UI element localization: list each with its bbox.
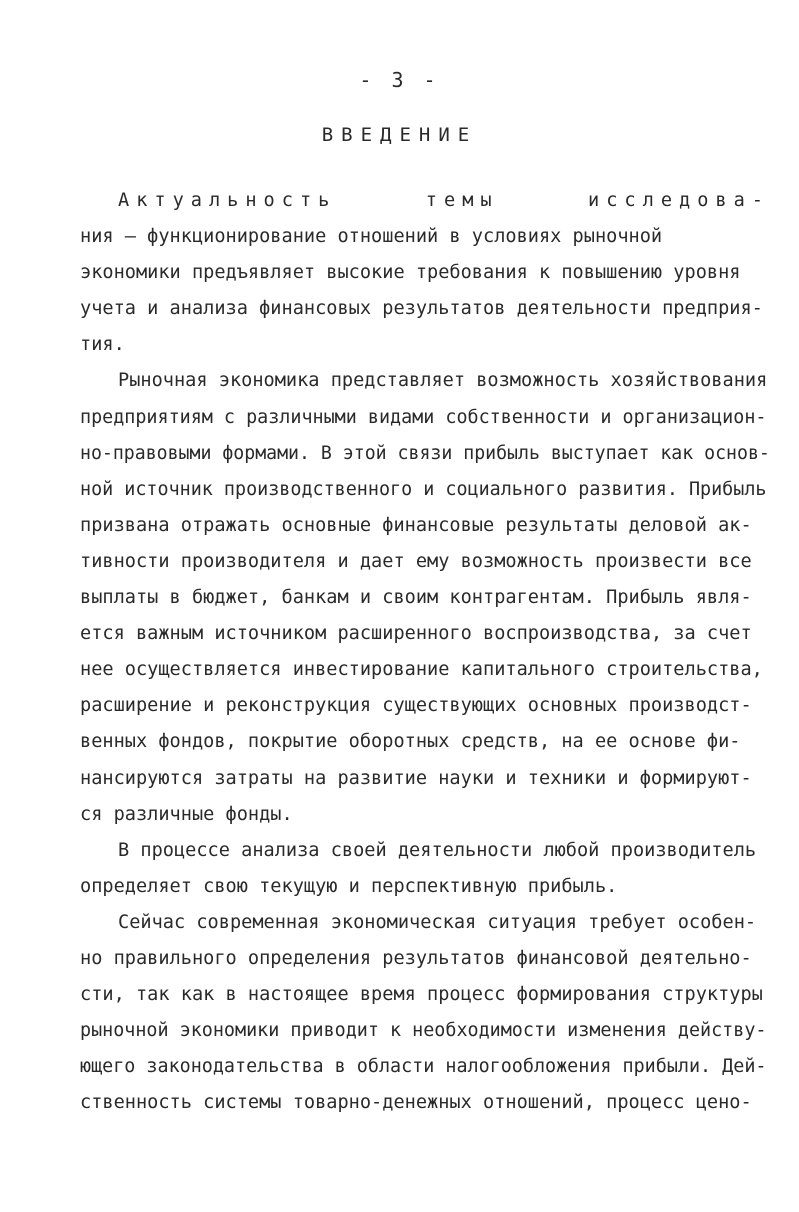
text-line: выплаты в бюджет, банкам и своим контрагентам. Прибыль явля- [80,587,752,609]
text-line: но правильного определения результатов финансовой деятельно- [80,947,752,969]
text-line: учета и анализа финансовых результатов деятельности предприя- [80,298,763,320]
text-line: рыночной экономики приводит к необходимости изменения действу- [80,1020,767,1042]
text-line: определяет свою текущую и перспективную прибыль. [80,875,618,897]
text-line: но-правовыми формами. В этой связи прибыль выступает как основ- [80,442,770,464]
text-line: ется важным источником расширенного воспроизводства, за счет [80,623,752,645]
text-line: Актуальность темы исследова- [118,190,770,211]
text-line: В процессе анализа своей деятельности любой производитель [118,839,757,861]
text-line: тия. [80,334,125,356]
text-line: Сейчас современная экономическая ситуация требует особен- [118,911,757,933]
body-text [80,183,770,1121]
text-line: Рыночная экономика представляет возможность хозяйствования [118,370,768,392]
text-line: расширение и реконструкция существующих основных производст- [80,695,752,717]
text-line: нансируются затраты на развитие науки и техники и формируют- [80,767,752,789]
text-line: тивности производителя и дает ему возможность произвести все [80,550,752,572]
page-number: - 3 - [359,68,440,92]
text-line: ся различные фонды. [80,803,293,825]
text-line: сти, так как в настоящее время процесс формирования структуры [80,984,763,1006]
text-line: призвана отражать основные финансовые результаты деловой ак- [80,514,752,536]
text-line: ния – функционирование отношений в условиях рыночной [80,226,663,248]
text-line: предприятиям с различными видами собственности и организацион- [80,406,767,428]
text-line: венных фондов, покрытие оборотных средств, на ее основе фи- [80,731,741,753]
text-line: ющего законодательства в области налогообложения прибыли. Дей- [80,1056,767,1078]
text-line: ственность системы товарно-денежных отношений, процесс цено- [80,1092,752,1114]
text-line: нее осуществляется инвестирование капитального строительства, [80,659,763,681]
text-line: экономики предъявляет высокие требования к повышению уровня [80,262,741,284]
section-title: ВВЕДЕНИЕ [321,124,478,146]
text-line: ной источник производственного и социального развития. Прибыль [80,478,767,500]
